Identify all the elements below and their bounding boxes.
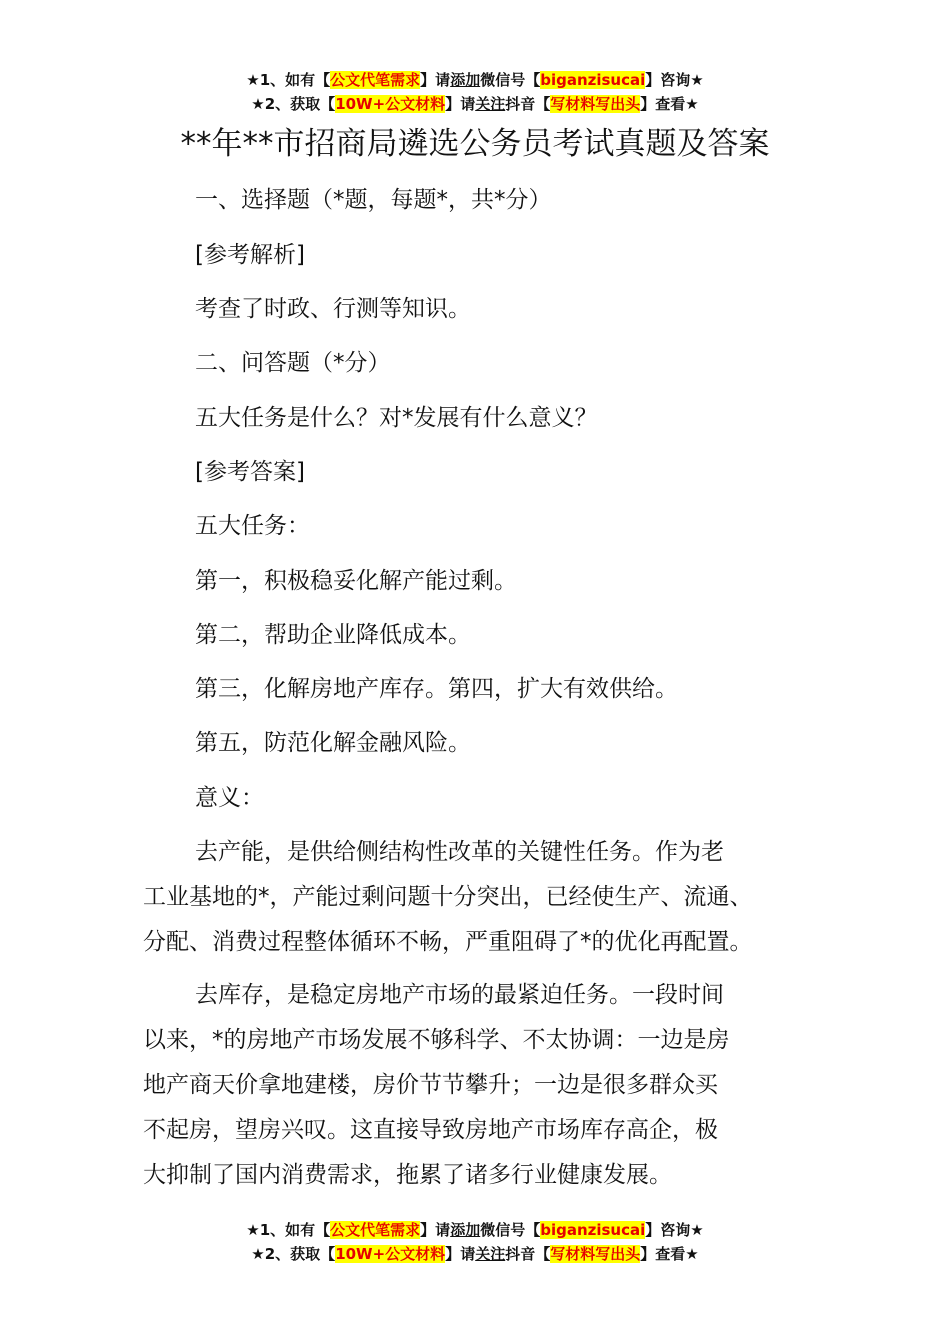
tasks-label: 五大任务： xyxy=(195,513,310,539)
section-1-text: 考查了时政、行测等知识。 xyxy=(195,296,471,322)
bottom-banner xyxy=(0,1218,950,1266)
paragraph-destocking-housing: 去库存，是稳定房地产市场的最紧迫任务。一段时间 以来，*的房地产市场发展不够科学、不太协调：一边是房 地产商天价拿地建楼，房价节节攀升；一边是很多群众买 不起房，望房兴叹。这直接导致房地产市场库存高企，极 大抑制了国内消费需求，拖累了诸多行业健康发展。 xyxy=(143,982,730,1188)
highlight-service: 公文代笔需求 xyxy=(330,71,421,89)
section-2-question: 五大任务是什么？对*发展有什么意义？ xyxy=(195,405,598,431)
banner-line-2: ★2、获取【10W+公文材料】请关注抖音【写材料写出头】查看★ xyxy=(251,1245,699,1263)
highlight-service: 公文代笔需求 xyxy=(330,1221,421,1239)
section-2-ref-label: [参考答案] xyxy=(195,459,305,485)
task-3-4: 第三，化解房地产库存。第四，扩大有效供给。 xyxy=(195,676,678,702)
banner-line-2: ★2、获取【10W+公文材料】请关注抖音【写材料写出头】查看★ xyxy=(251,95,699,113)
document-title: **年**市招商局遴选公务员考试真题及答案 xyxy=(180,126,770,162)
highlight-wechat-id: biganzisucai xyxy=(540,71,646,89)
highlight-materials: 10W+公文材料 xyxy=(335,95,446,113)
highlight-materials: 10W+公文材料 xyxy=(335,1245,446,1263)
meaning-label: 意义： xyxy=(195,785,264,811)
task-2: 第二，帮助企业降低成本。 xyxy=(195,622,471,648)
task-5: 第五，防范化解金融风险。 xyxy=(195,730,471,756)
paragraph-destocking-capacity: 去产能，是供给侧结构性改革的关键性任务。作为老 工业基地的*，产能过剩问题十分突出，已经使生产、流通、 分配、消费过程整体循环不畅，严重阻碍了*的优化再配置。 xyxy=(143,839,753,955)
section-2-heading: 二、问答题（*分） xyxy=(195,350,391,376)
section-1-heading: 一、选择题（*题，每题*，共*分） xyxy=(195,187,552,213)
highlight-wechat-id: biganzisucai xyxy=(540,1221,646,1239)
highlight-douyin: 写材料写出头 xyxy=(550,1245,641,1263)
section-1-ref-label: [参考解析] xyxy=(195,242,305,268)
banner-line-1: ★1、如有【公文代笔需求】请添加微信号【biganzisucai】咨询★ xyxy=(246,1221,704,1239)
task-1: 第一，积极稳妥化解产能过剩。 xyxy=(195,568,517,594)
top-banner xyxy=(0,68,950,116)
banner-line-1: ★1、如有【公文代笔需求】请添加微信号【biganzisucai】咨询★ xyxy=(246,71,704,89)
highlight-douyin: 写材料写出头 xyxy=(550,95,641,113)
